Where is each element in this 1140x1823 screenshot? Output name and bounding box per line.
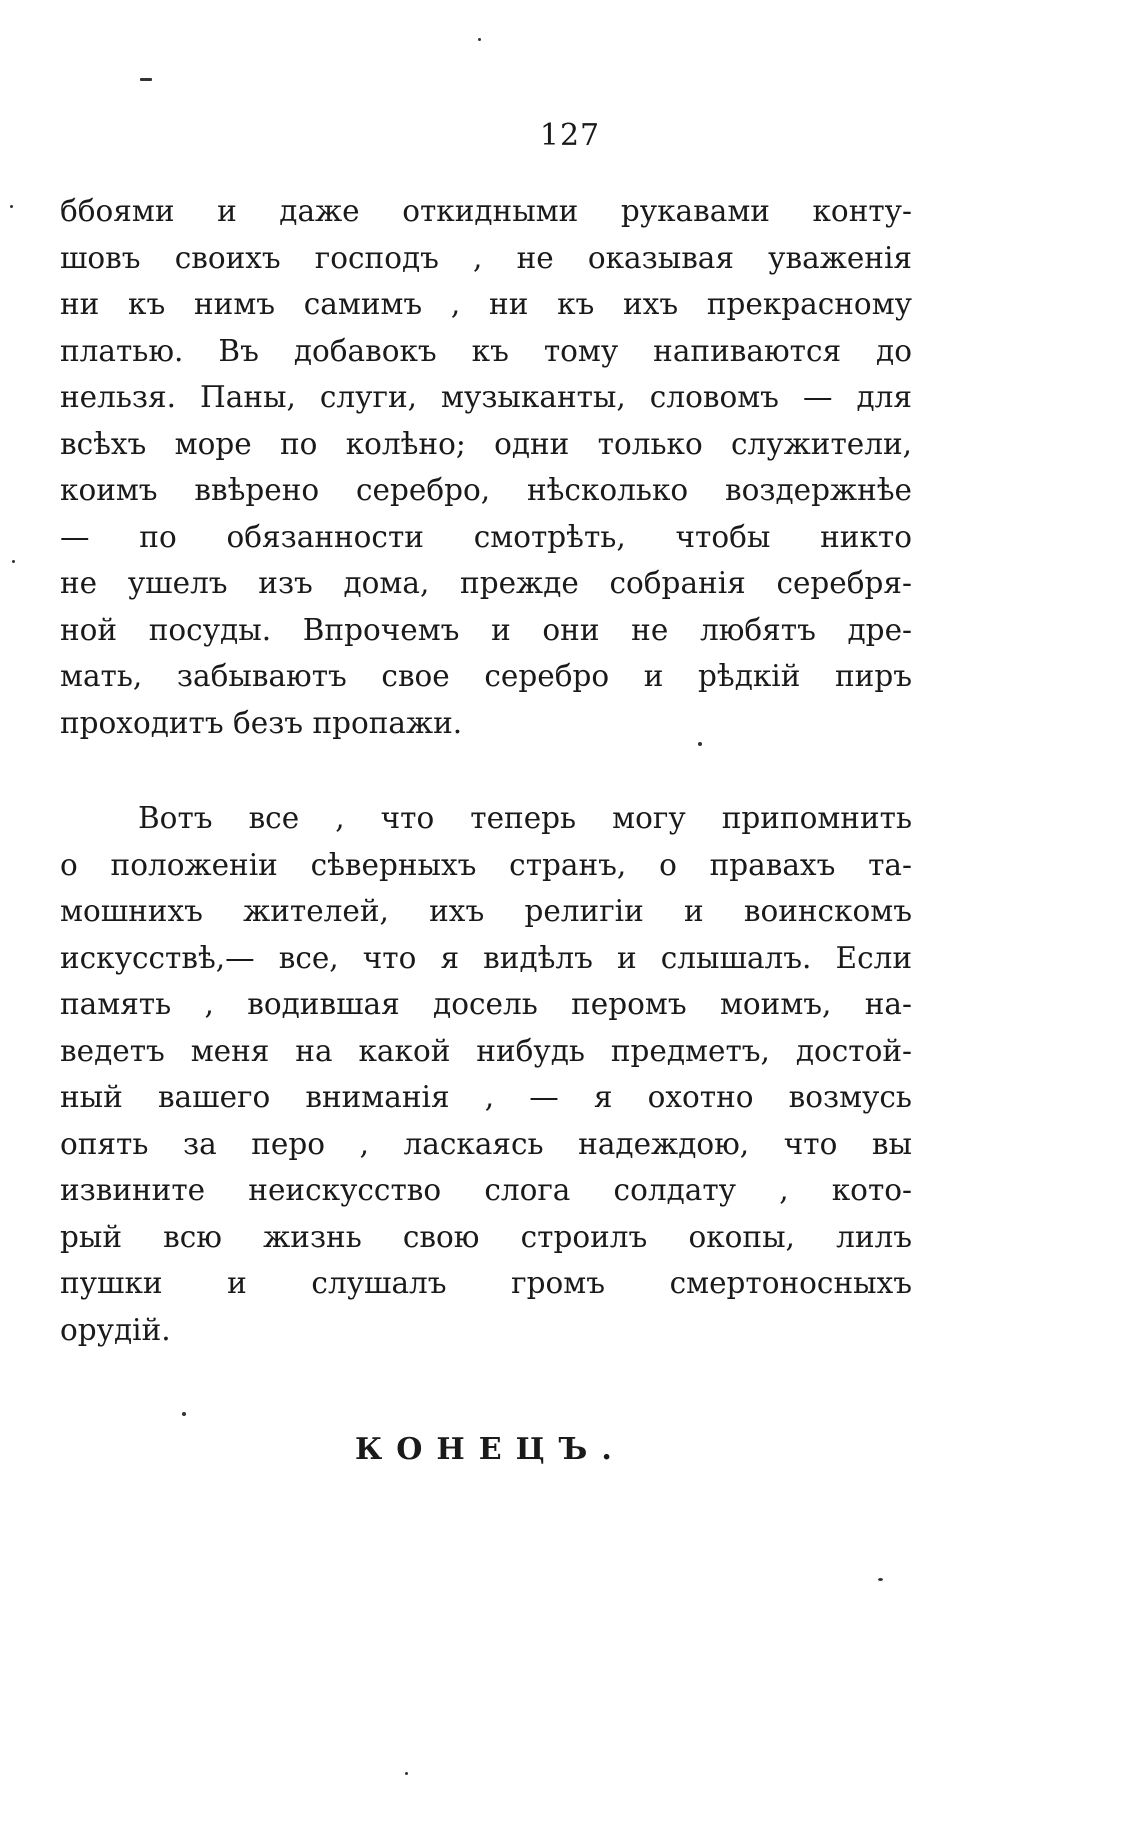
text-line: орудій. (60, 1312, 171, 1347)
text-line: пушки и слушалъ громъ смертоносныхъ (60, 1266, 912, 1300)
text-line: ббоями и даже откидными рукавами конту- (60, 194, 912, 228)
text-line: опять за перо , ласкаясь надеждою, что вы (60, 1126, 912, 1161)
text-line: не ушелъ изъ дома, прежде собранія серебря- (60, 566, 912, 600)
text-line: проходитъ безъ пропажи. (60, 705, 463, 740)
text-line: ной посуды. Впрочемъ и они не любятъ дре- (60, 612, 912, 647)
text-line: извините неискусство слога солдату , кото- (60, 1173, 912, 1207)
text-line: ни къ нимъ самимъ , ни къ ихъ прекрасному (60, 287, 912, 321)
text-line: мать, забываютъ свое серебро и рѣдкій пиръ (60, 659, 912, 693)
text-line: рый всю жизнь свою строилъ окопы, лилъ (60, 1219, 912, 1254)
scan-speck (12, 560, 15, 563)
text-line: ный вашего вниманія , — я охотно возмусь (60, 1080, 912, 1114)
text-line: мошнихъ жителей, ихъ религіи и воинскомъ (60, 894, 912, 928)
scan-speck (478, 38, 481, 41)
text-line: память , водившая досель перомъ моимъ, на- (60, 987, 912, 1021)
scan-speck (182, 1412, 186, 1416)
text-line: Вотъ все , что теперь могу припомнить (138, 801, 912, 835)
text-line: ведетъ меня на какой нибудь предметъ, достой- (60, 1033, 912, 1068)
text-line: платью. Въ добавокъ къ тому напиваются до (60, 333, 912, 368)
text-line: шовъ своихъ господъ , не оказывая уваженія (60, 240, 912, 275)
end-mark: КОНЕЦЪ. (355, 1432, 626, 1467)
paragraph-2 (60, 795, 912, 1353)
scan-speck (405, 1772, 408, 1775)
scan-speck (10, 205, 13, 208)
text-line: коимъ ввѣрено серебро, нѣсколько воздержнѣе (60, 473, 912, 507)
text-line: нельзя. Паны, слуги, музыканты, словомъ — для (60, 380, 912, 414)
paragraph-1 (60, 188, 912, 746)
text-line: — по обязанности смотрѣть, чтобы никто (60, 519, 912, 554)
text-line: всѣхъ море по колѣно; одни только служители, (60, 426, 912, 461)
text-line: о положеніи сѣверныхъ странъ, о правахъ та- (60, 847, 912, 882)
scan-speck (140, 78, 152, 81)
text-line: искусствѣ,— все, что я видѣлъ и слышалъ. Если (60, 940, 912, 975)
scan-speck (698, 742, 702, 746)
page-number: 127 (539, 118, 601, 153)
scan-speck (878, 1578, 883, 1581)
